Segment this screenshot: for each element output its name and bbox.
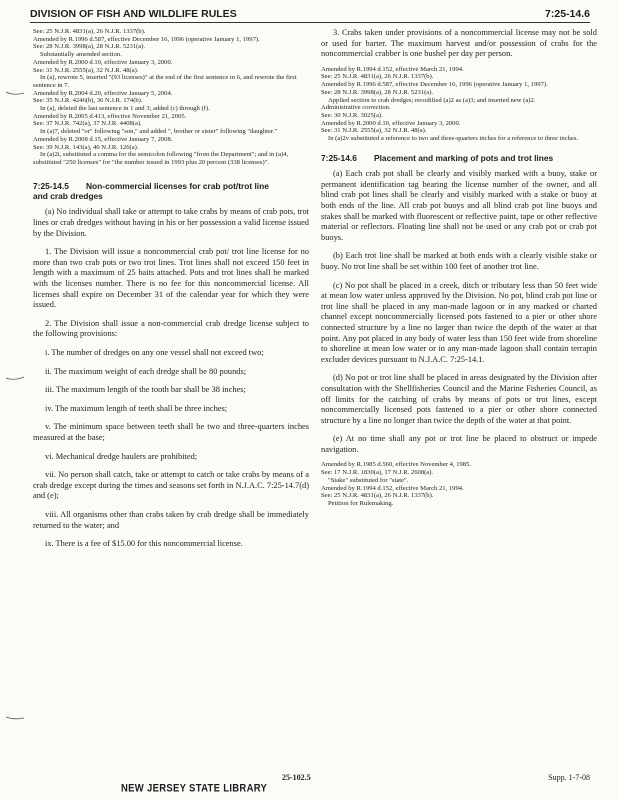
running-head-section: 7:25-14.6 [545, 8, 590, 20]
history-note: Amended by R.2008 d.15, effective January 7, 2008. [33, 135, 173, 143]
history-note: See: 35 N.J.R. 4246(b), 36 N.J.R. 174(b). [33, 97, 143, 105]
history-note: Amended by R.1996 d.587, effective December 16, 1996 (operative January 1, 1997). [321, 81, 548, 89]
list-item: i. The number of dredges on any one vessel shall not exceed two; [45, 348, 264, 357]
history-note: See: 17 N.J.R. 1830(a), 17 N.J.R. 2608(a). [321, 469, 434, 477]
history-note: See: 30 N.J.R. 3025(a). [321, 112, 383, 119]
history-note: Amended by R.2004 d.20, effective January 5, 2004. [33, 89, 173, 97]
section-heading [321, 153, 597, 163]
section-title-continued: and crab dredges [33, 191, 103, 202]
list-item: iv. The maximum length of teeth shall be three inches; [45, 403, 228, 413]
section-title: Non-commercial licenses for crab pot/trot line [86, 180, 269, 191]
page-number: 25-102.5 [282, 773, 311, 782]
history-note: In (a), rewrote 5, inserted "(93 licenses)" at the end of the first sentence in 6, and rewrote the first sentence in 7. [33, 74, 297, 89]
history-note: "Stake" substituted for "state". [328, 476, 409, 484]
paragraph: 3. Crabs taken under provisions of a noncommercial license may not be sold or used for barter. The maximum harvest and/or possession of crabs for the noncommercial crabber is one bushel per day per person. [321, 28, 597, 59]
paragraph: (b) Each trot line shall be marked at both ends with a clearly visible stake or buoy. No trot line shall be set within 100 feet of another trot line. [321, 251, 597, 271]
history-note: Amended by R.1994 d.152, effective March 21, 1994. [321, 65, 464, 73]
list-item: ii. The maximum weight of each dredge shall be 80 pounds; [45, 366, 247, 376]
history-note: Amended by R.2000 d.10, effective January 3, 2000. [33, 58, 173, 66]
history-note: Amended by R.2000 d.10, effective January 3, 2000. [321, 119, 461, 127]
history-note: Amended by R.1985 d.560, effective November 4, 1985. [321, 461, 472, 469]
left-column [33, 28, 309, 550]
paragraph: (a) Each crab pot shall be clearly and visibly marked with a buoy, stake or permanent identification tag bearing the license number of the owner, and all blind crab pot lines shall be clearly and visibly marked with a stake or buoy at both ends of the line. All crab pot buoys and all blind crab pot line buoys and stakes shall be marked with fluorescent or reflective paint, tape or other reflective material or reflectors. Floating line shall not be used or any crab pot or crab pot buoys. [321, 169, 597, 242]
section-number: 7:25-14.6 [321, 152, 357, 163]
history-note: Amended by R.2005 d.413, effective November 21, 2005. [33, 112, 187, 120]
list-item: viii. All organisms other than crabs taken by crab dredge shall be immediately returned to the water; and [33, 509, 309, 530]
history-note: In (a)7, deleted "or" following "son," and added ", brother or sister" following "daughter." [40, 128, 278, 136]
list-item: ix. There is a fee of $15.00 for this noncommercial license. [45, 539, 243, 549]
library-stamp: NEW JERSEY STATE LIBRARY [121, 782, 268, 795]
history-note: See: 25 N.J.R. 4831(a), 26 N.J.R. 1337(b). [321, 73, 434, 81]
history-note: Amended by R.1996 d.587, effective December 16, 1996 (operative January 1, 1997). [33, 35, 260, 43]
history-note: See: 31 N.J.R. 2555(a), 32 N.J.R. 48(a). [33, 66, 139, 74]
section-title: Placement and marking of pots and trot lines [374, 152, 554, 163]
history-note: See: 25 N.J.R. 4831(a), 26 N.J.R. 1337(b). [33, 28, 146, 35]
history-note: Amended by R.1994 d.152, effective March 21, 1994. [321, 484, 464, 492]
paragraph: (a) No individual shall take or attempt to take crabs by means of crab pots, trot lines or crab dredges without having in his or her possession a valid license issued by the Division. [33, 207, 309, 238]
section-number: 7:25-14.5 [33, 180, 69, 191]
history-note: Substantially amended section. [40, 51, 122, 59]
list-item: v. The minimum space between teeth shall be two and three-quarters inches measured at the base; [33, 422, 309, 442]
list-item: vii. No person shall catch, take or attempt to catch or take crabs by means of a crab dredge except during the times and seasons set forth in N.J.A.C. 7:25-14.7(d) and (e); [33, 470, 309, 501]
running-head-title: DIVISION OF FISH AND WILDLIFE RULES [30, 8, 237, 20]
history-note: See: 31 N.J.R. 2555(a), 32 N.J.R. 48(a). [321, 127, 427, 135]
page-header [30, 6, 590, 23]
margin-mark-icon [4, 715, 26, 721]
history-note: See: 28 N.J.R. 3998(a), 28 N.J.R. 5231(a). [321, 88, 434, 96]
history-note: Administrative correction. [321, 104, 391, 112]
paragraph: 1. The Division will issue a noncommercial crab pot/ trot line license for no more than two crab pots or two trot lines. Trot lines shall not exceed 150 feet in length with a maximum of 25 baits attached. Pots and trot lines shall be marked with the licenses number. There is no fee for this noncommercial license. All licenses shall expire on December 31 of the calendar year for which they were issued. [33, 247, 309, 310]
margin-mark-icon [4, 375, 26, 381]
history-note: See: 25 N.J.R. 4831(a), 26 N.J.R. 1337(b). [321, 492, 434, 500]
paragraph: (c) No pot shall be placed in a creek, ditch or tributary less than 50 feet wide at mean low water unless approved by the Division. No pot, blind crab pot line or trot line shall be placed in any man-made lagoon or in any marked or charted channel except noncommercially licensed pots fastened to a pier or other shore connected structure by a line no larger than twice the depth of the water at that point. Any pot placed in any body of water less than 150 feet wide from shoreline to shoreline at mean low water or in any man-made lagoon shall contain terrapin excluder devices pursuant to N.J.A.C. 7:25-14.1. [321, 280, 597, 364]
history-note: See: 39 N.J.R. 143(a), 40 N.J.R. 126(a). [33, 143, 139, 151]
list-item: iii. The maximum length of the tooth bar shall be 38 inches; [45, 385, 246, 395]
paragraph: 2. The Division shall issue a non-commercial crab dredge license subject to the following provisions: [33, 318, 309, 339]
history-note: See: 37 N.J.R. 742(a), 37 N.J.R. 4408(a). [33, 120, 142, 128]
history-note: In (a)2i, substituted a comma for the semicolon following "from the Department"; and in (a)4, substituted "250 licenses" for "the number issued in 1993 plus 20 percent (338 licenses)". [33, 151, 289, 166]
list-item: vi. Mechanical dredge haulers are prohibited; [45, 451, 198, 461]
history-note: In (a)2v substituted a reference to two and three-quarters inches for a reference to three inches. [328, 135, 579, 143]
section-heading [33, 181, 309, 191]
supplement-date: Supp. 1-7-08 [548, 773, 590, 782]
paragraph: (d) No pot or trot line shall be placed in areas designated by the Division after consultation with the Shellfisheries Council and the Marine Fisheries Council, as off limits for the catching of crabs by means of pots or trot lines, except noncommercially licensed pots fastened to a pier or other shore connected structure by a line no longer than twice the depth of the water at that point. [321, 373, 597, 425]
history-note: In (a), deleted the last sentence in 1 and 3; added (c) through (f). [40, 105, 210, 113]
history-note: Petition for Rulemaking. [328, 499, 394, 507]
right-column [321, 28, 597, 508]
history-note: See: 28 N.J.R. 3998(a), 28 N.J.R. 5231(a). [33, 43, 146, 51]
margin-mark-icon [4, 90, 26, 96]
paragraph: (e) At no time shall any pot or trot line be placed to obstruct or impede navigation. [321, 434, 597, 454]
history-note: Applied section to crab dredges; recodified (a)2 as (a)3; and inserted new (a)2. [328, 96, 536, 104]
